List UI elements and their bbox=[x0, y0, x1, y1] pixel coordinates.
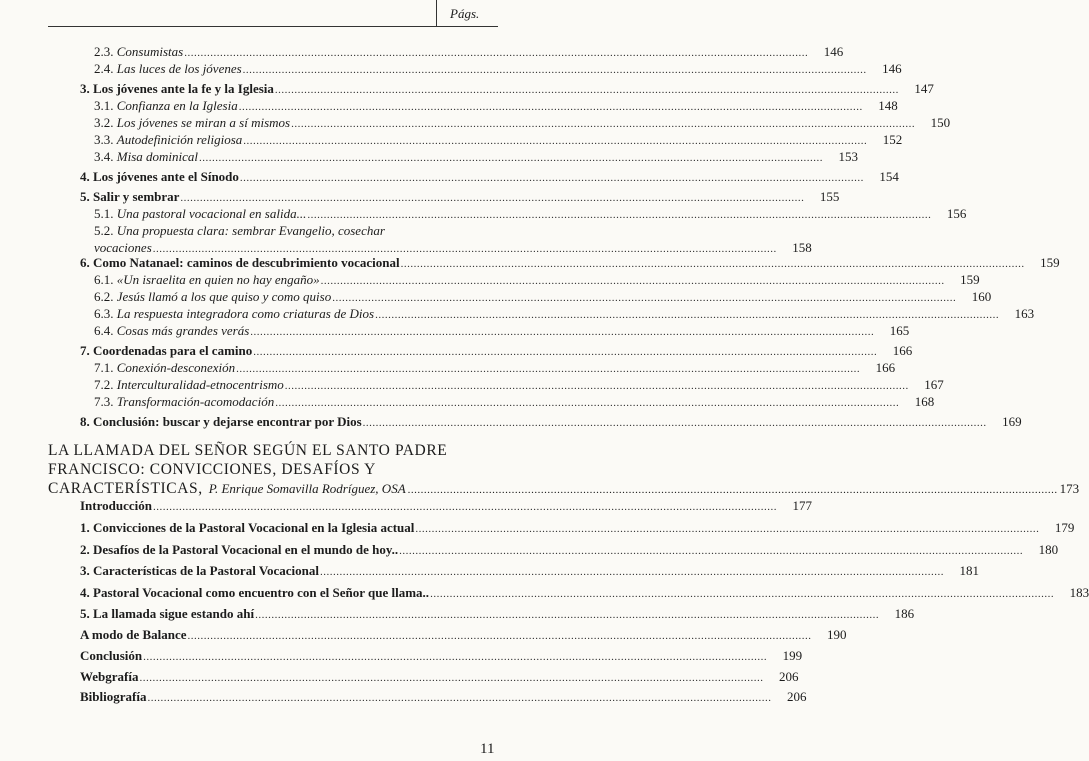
toc-page-number: 180 bbox=[1038, 542, 1059, 557]
toc-subsection-number: 7.3. bbox=[94, 394, 117, 409]
dot-leader bbox=[153, 502, 777, 513]
toc-subsection-label bbox=[94, 241, 152, 254]
toc-subsection-label bbox=[94, 273, 320, 286]
toc-subsection-text: Misa dominical bbox=[116, 149, 198, 164]
toc-page-number: 155 bbox=[819, 189, 840, 204]
article-entry-label: 2. Desafíos de la Pastoral Vocacional en el mundo de hoy.. bbox=[80, 542, 399, 557]
dot-leader bbox=[415, 524, 1039, 535]
toc-subsection-number: 6.2. bbox=[94, 289, 117, 304]
dot-leader bbox=[399, 546, 1023, 557]
toc-subsection-entry bbox=[94, 98, 898, 113]
toc-subsection-number: 6.1. bbox=[94, 272, 117, 287]
article-toc-entry bbox=[80, 669, 799, 684]
toc-subsection-text: Transformación-acomodación bbox=[116, 394, 275, 409]
toc-page-number: 206 bbox=[779, 669, 799, 684]
toc-subsection-entry bbox=[94, 61, 902, 76]
toc-subsection-label bbox=[94, 378, 284, 391]
toc-subsection-number: 5.2. bbox=[94, 223, 117, 238]
article-title-line-3: CARACTERÍSTICAS, bbox=[48, 480, 203, 497]
toc-subsection-entry bbox=[94, 132, 903, 147]
toc-page-number: 190 bbox=[827, 627, 847, 642]
article-toc-entry bbox=[80, 585, 1089, 600]
dot-leader bbox=[243, 65, 867, 76]
toc-page-number: 199 bbox=[782, 648, 803, 663]
dot-leader bbox=[285, 381, 909, 392]
dot-leader bbox=[147, 693, 771, 704]
toc-section-label: 5. Salir y sembrar bbox=[80, 189, 180, 204]
dot-leader bbox=[250, 327, 874, 338]
article-toc-entry bbox=[80, 648, 803, 663]
toc-subsection-entry bbox=[94, 115, 951, 130]
dot-leader bbox=[307, 210, 931, 221]
toc-subsection-entry-line1 bbox=[94, 224, 385, 237]
dot-leader bbox=[291, 119, 915, 130]
dot-leader bbox=[363, 418, 987, 429]
dot-leader bbox=[143, 652, 767, 663]
toc-subsection-label bbox=[94, 99, 238, 112]
toc-subsection-label bbox=[94, 290, 331, 303]
article-toc-entry bbox=[80, 498, 812, 513]
toc-subsection-label bbox=[94, 395, 274, 408]
article-toc-entry bbox=[80, 563, 980, 578]
article-author: P. Enrique Somavilla Rodríguez, OSA bbox=[208, 481, 406, 496]
article-entry-label: A modo de Balance bbox=[80, 627, 187, 642]
toc-subsection-entry bbox=[94, 323, 910, 338]
toc-section-entry bbox=[80, 255, 1060, 270]
toc-subsection-entry bbox=[94, 306, 1035, 321]
toc-subsection-text: Los jóvenes se miran a sí mismos bbox=[116, 115, 291, 130]
article-title-line-2: FRANCISCO: CONVICCIONES, DESAFÍOS Y bbox=[48, 461, 376, 478]
dot-leader bbox=[430, 589, 1054, 600]
dot-leader bbox=[240, 173, 864, 184]
dot-leader bbox=[321, 276, 945, 287]
toc-subsection-entry bbox=[94, 240, 812, 255]
dot-leader bbox=[180, 193, 804, 204]
dot-leader bbox=[275, 398, 899, 409]
toc-page-number: 167 bbox=[924, 377, 944, 392]
article-entry-label: Conclusión bbox=[80, 648, 143, 663]
toc-section-entry bbox=[80, 414, 1022, 429]
article-entry-label: Bibliografía bbox=[80, 689, 147, 704]
dot-leader bbox=[401, 259, 1025, 270]
article-toc-entry bbox=[80, 542, 1059, 557]
article-title-entry bbox=[48, 480, 1080, 498]
article-entry-label: 4. Pastoral Vocacional como encuentro con el Señor que llama.. bbox=[80, 585, 430, 600]
toc-subsection-number: 2.3. bbox=[94, 44, 117, 59]
toc-subsection-text: Jesús llamó a los que quiso y como quiso bbox=[116, 289, 332, 304]
toc-page-number: 160 bbox=[971, 289, 992, 304]
dot-leader bbox=[320, 567, 944, 578]
toc-subsection-label bbox=[94, 133, 242, 146]
article-entry-label: Webgrafía bbox=[80, 669, 139, 684]
page-number: 11 bbox=[480, 741, 495, 757]
article-toc-entry bbox=[80, 689, 807, 704]
toc-subsection-number: 6.4. bbox=[94, 323, 117, 338]
toc-subsection-number: 3.2. bbox=[94, 115, 117, 130]
toc-page-number: 206 bbox=[786, 689, 807, 704]
toc-subsection-entry bbox=[94, 149, 858, 164]
article-page: 173 bbox=[1059, 481, 1080, 496]
toc-page-number: 154 bbox=[879, 169, 899, 184]
toc-page-number: 163 bbox=[1014, 306, 1035, 321]
dot-leader bbox=[236, 364, 860, 375]
dot-leader bbox=[275, 85, 899, 96]
toc-subsection-label bbox=[94, 224, 385, 237]
toc-subsection-text: Las luces de los jóvenes bbox=[116, 61, 242, 76]
header-rule bbox=[48, 26, 498, 27]
toc-subsection-text: La respuesta integradora como criaturas de Dios bbox=[116, 306, 375, 321]
toc-page-number: 177 bbox=[792, 498, 812, 513]
toc-page-number: 146 bbox=[882, 61, 902, 76]
dot-leader bbox=[375, 310, 999, 321]
dot-leader bbox=[239, 102, 863, 113]
toc-page-number: 146 bbox=[823, 44, 844, 59]
dot-leader bbox=[184, 48, 808, 59]
toc-subsection-label bbox=[94, 207, 306, 220]
toc-subsection-number: 7.2. bbox=[94, 377, 117, 392]
toc-subsection-label bbox=[94, 324, 249, 337]
article-title-line-1: LA LLAMADA DEL SEÑOR SEGÚN EL SANTO PADRE bbox=[48, 442, 448, 459]
dot-leader: ........................................................................................................................................................................................................ bbox=[407, 484, 1058, 496]
toc-subsection-label bbox=[94, 307, 374, 320]
article-entry-label: Introducción bbox=[80, 498, 152, 513]
toc-subsection-number: 3.3. bbox=[94, 132, 117, 147]
toc-subsection-number: 2.4. bbox=[94, 61, 117, 76]
toc-subsection-entry bbox=[94, 272, 980, 287]
toc-page-number: 165 bbox=[889, 323, 910, 338]
toc-subsection-label bbox=[94, 361, 235, 374]
dot-leader bbox=[188, 631, 812, 642]
toc-page-number: 152 bbox=[882, 132, 903, 147]
toc-page-number: 150 bbox=[930, 115, 951, 130]
toc-section-label: 3. Los jóvenes ante la fe y la Iglesia bbox=[80, 81, 274, 96]
toc-page-number: 148 bbox=[878, 98, 898, 113]
toc-subsection-text: Consumistas bbox=[116, 44, 184, 59]
article-toc-entry bbox=[80, 520, 1075, 535]
toc-page-number: 153 bbox=[838, 149, 858, 164]
header-divider-vertical bbox=[436, 0, 437, 26]
article-entry-label: 3. Características de la Pastoral Vocacional bbox=[80, 563, 320, 578]
article-toc-entry bbox=[80, 606, 915, 621]
toc-subsection-label bbox=[94, 45, 183, 58]
toc-subsection-entry bbox=[94, 360, 896, 375]
toc-subsection-number: 7.1. bbox=[94, 360, 117, 375]
toc-subsection-entry bbox=[94, 394, 935, 409]
toc-page-number: 159 bbox=[1040, 255, 1060, 270]
pages-column-label: Págs. bbox=[450, 6, 480, 21]
toc-page-number: 147 bbox=[914, 81, 934, 96]
toc-page-number: 168 bbox=[914, 394, 935, 409]
toc-subsection-label bbox=[94, 62, 242, 75]
toc-subsection-number: 3.4. bbox=[94, 149, 117, 164]
toc-subsection-text: Conexión-desconexión bbox=[116, 360, 236, 375]
toc-section-entry bbox=[80, 343, 913, 358]
toc-subsection-text: Interculturalidad-etnocentrismo bbox=[116, 377, 284, 392]
toc-subsection-text: Cosas más grandes verás bbox=[116, 323, 250, 338]
dot-leader bbox=[255, 610, 879, 621]
toc-page-number: 166 bbox=[875, 360, 896, 375]
toc-section-label: 8. Conclusión: buscar y dejarse encontrar por Dios bbox=[80, 414, 362, 429]
toc-section-entry bbox=[80, 169, 899, 184]
toc-page-number: 156 bbox=[946, 206, 967, 221]
article-toc-entry bbox=[80, 627, 847, 642]
dot-leader bbox=[332, 293, 956, 304]
toc-page-number: 179 bbox=[1054, 520, 1075, 535]
toc-page-number: 166 bbox=[892, 343, 913, 358]
toc-page-number: 183 bbox=[1069, 585, 1089, 600]
toc-subsection-text: Una pastoral vocacional en salida... bbox=[116, 206, 307, 221]
toc-subsection-entry bbox=[94, 44, 844, 59]
toc-subsection-number: 6.3. bbox=[94, 306, 117, 321]
toc-section-entry bbox=[80, 189, 840, 204]
toc-page-number: 159 bbox=[960, 272, 980, 287]
toc-section-label: 6. Como Natanael: caminos de descubrimiento vocacional bbox=[80, 255, 400, 270]
toc-subsection-number: 5.1. bbox=[94, 206, 117, 221]
toc-section-entry bbox=[80, 81, 934, 96]
toc-page-number: 181 bbox=[959, 563, 980, 578]
dot-leader bbox=[153, 244, 777, 255]
toc-subsection-entry bbox=[94, 206, 967, 221]
toc-subsection-text: «Un israelita en quien no hay engaño» bbox=[116, 272, 320, 287]
article-entry-label: 5. La llamada sigue estando ahí bbox=[80, 606, 255, 621]
toc-subsection-label bbox=[94, 150, 198, 163]
toc-page-number: 158 bbox=[792, 240, 812, 255]
toc-subsection-entry bbox=[94, 377, 944, 392]
toc-subsection-text: vocaciones bbox=[94, 240, 152, 255]
dot-leader bbox=[140, 673, 764, 684]
toc-section-label: 7. Coordenadas para el camino bbox=[80, 343, 253, 358]
toc-subsection-text: Una propuesta clara: sembrar Evangelio, cosechar bbox=[116, 223, 385, 238]
toc-page-number: 169 bbox=[1002, 414, 1022, 429]
dot-leader bbox=[199, 153, 823, 164]
dot-leader bbox=[243, 136, 867, 147]
dot-leader bbox=[253, 347, 877, 358]
toc-subsection-text: Confianza en la Iglesia bbox=[116, 98, 238, 113]
toc-subsection-text: Autodefinición religiosa bbox=[116, 132, 243, 147]
toc-subsection-entry bbox=[94, 289, 992, 304]
article-entry-label: 1. Convicciones de la Pastoral Vocacional en la Iglesia actual bbox=[80, 520, 415, 535]
toc-subsection-label bbox=[94, 116, 290, 129]
toc-page-number: 186 bbox=[894, 606, 915, 621]
toc-subsection-number: 3.1. bbox=[94, 98, 117, 113]
toc-section-label: 4. Los jóvenes ante el Sínodo bbox=[80, 169, 239, 184]
